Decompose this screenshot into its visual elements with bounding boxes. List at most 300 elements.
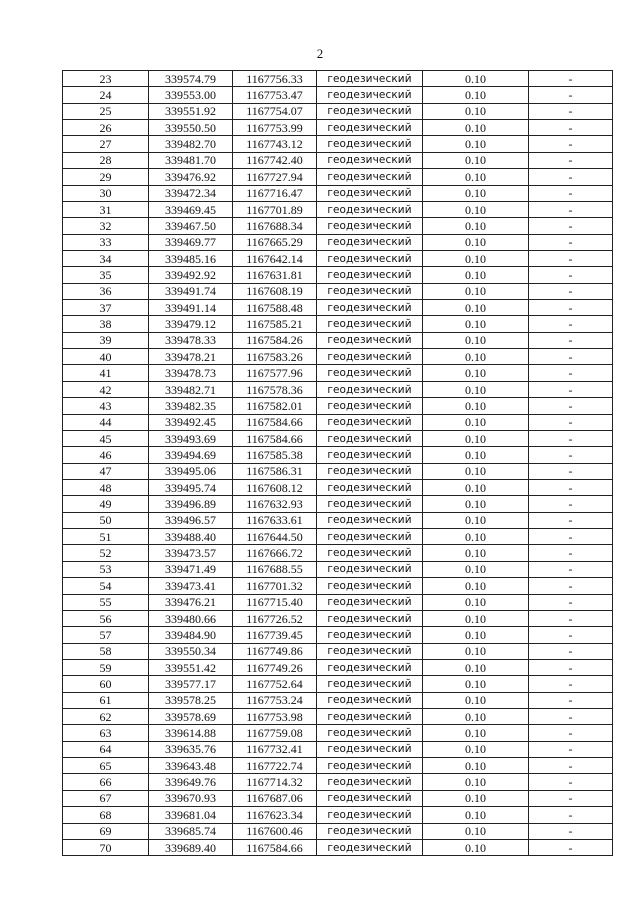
method-cell: геодезический	[317, 332, 423, 348]
y-coordinate-cell: 1167632.93	[233, 496, 317, 512]
y-coordinate-cell: 1167623.34	[233, 807, 317, 823]
table-row	[63, 447, 613, 463]
point-number-cell: 55	[63, 594, 149, 610]
accuracy-cell: 0.10	[423, 349, 529, 365]
point-number-cell: 33	[63, 234, 149, 250]
description-cell: -	[529, 300, 613, 316]
table-row	[63, 332, 613, 348]
accuracy-cell: 0.10	[423, 578, 529, 594]
table-row	[63, 136, 613, 152]
table-row	[63, 676, 613, 692]
page-number: 2	[316, 46, 324, 61]
table-row	[63, 610, 613, 626]
table-row	[63, 71, 613, 87]
table-row	[63, 414, 613, 430]
y-coordinate-cell: 1167753.47	[233, 87, 317, 103]
table-row	[63, 120, 613, 136]
table-row	[63, 381, 613, 397]
table-row	[63, 529, 613, 545]
point-number-cell: 25	[63, 103, 149, 119]
y-coordinate-cell: 1167749.26	[233, 659, 317, 675]
table-row	[63, 643, 613, 659]
accuracy-cell: 0.10	[423, 87, 529, 103]
x-coordinate-cell: 339491.74	[149, 283, 233, 299]
accuracy-cell: 0.10	[423, 627, 529, 643]
point-number-cell: 31	[63, 201, 149, 217]
table-row	[63, 758, 613, 774]
description-cell: -	[529, 774, 613, 790]
accuracy-cell: 0.10	[423, 479, 529, 495]
table-row	[63, 152, 613, 168]
x-coordinate-cell: 339476.92	[149, 169, 233, 185]
method-cell: геодезический	[317, 774, 423, 790]
y-coordinate-cell: 1167584.26	[233, 332, 317, 348]
description-cell: -	[529, 463, 613, 479]
table-row	[63, 839, 613, 855]
table-row	[63, 463, 613, 479]
method-cell: геодезический	[317, 447, 423, 463]
method-cell: геодезический	[317, 545, 423, 561]
x-coordinate-cell: 339471.49	[149, 561, 233, 577]
point-number-cell: 35	[63, 267, 149, 283]
y-coordinate-cell: 1167753.99	[233, 120, 317, 136]
point-number-cell: 50	[63, 512, 149, 528]
y-coordinate-cell: 1167584.66	[233, 414, 317, 430]
point-number-cell: 64	[63, 741, 149, 757]
y-coordinate-cell: 1167600.46	[233, 823, 317, 839]
x-coordinate-cell: 339614.88	[149, 725, 233, 741]
accuracy-cell: 0.10	[423, 316, 529, 332]
description-cell: -	[529, 758, 613, 774]
point-number-cell: 38	[63, 316, 149, 332]
x-coordinate-cell: 339482.71	[149, 381, 233, 397]
accuracy-cell: 0.10	[423, 103, 529, 119]
accuracy-cell: 0.10	[423, 839, 529, 855]
point-number-cell: 58	[63, 643, 149, 659]
point-number-cell: 70	[63, 839, 149, 855]
accuracy-cell: 0.10	[423, 414, 529, 430]
table-row	[63, 512, 613, 528]
x-coordinate-cell: 339670.93	[149, 790, 233, 806]
point-number-cell: 63	[63, 725, 149, 741]
point-number-cell: 54	[63, 578, 149, 594]
x-coordinate-cell: 339496.89	[149, 496, 233, 512]
table-row	[63, 103, 613, 119]
description-cell: -	[529, 87, 613, 103]
description-cell: -	[529, 659, 613, 675]
y-coordinate-cell: 1167743.12	[233, 136, 317, 152]
y-coordinate-cell: 1167578.36	[233, 381, 317, 397]
method-cell: геодезический	[317, 676, 423, 692]
y-coordinate-cell: 1167742.40	[233, 152, 317, 168]
description-cell: -	[529, 332, 613, 348]
table-row	[63, 594, 613, 610]
method-cell: геодезический	[317, 103, 423, 119]
method-cell: геодезический	[317, 349, 423, 365]
accuracy-cell: 0.10	[423, 774, 529, 790]
accuracy-cell: 0.10	[423, 136, 529, 152]
description-cell: -	[529, 71, 613, 87]
method-cell: геодезический	[317, 496, 423, 512]
x-coordinate-cell: 339482.70	[149, 136, 233, 152]
x-coordinate-cell: 339551.92	[149, 103, 233, 119]
method-cell: геодезический	[317, 283, 423, 299]
x-coordinate-cell: 339494.69	[149, 447, 233, 463]
x-coordinate-cell: 339577.17	[149, 676, 233, 692]
table-row	[63, 659, 613, 675]
table-row	[63, 300, 613, 316]
method-cell: геодезический	[317, 479, 423, 495]
table-row	[63, 774, 613, 790]
point-number-cell: 41	[63, 365, 149, 381]
method-cell: геодезический	[317, 87, 423, 103]
table-row	[63, 398, 613, 414]
x-coordinate-cell: 339496.57	[149, 512, 233, 528]
point-number-cell: 52	[63, 545, 149, 561]
table-row	[63, 545, 613, 561]
y-coordinate-cell: 1167756.33	[233, 71, 317, 87]
table-row	[63, 201, 613, 217]
y-coordinate-cell: 1167585.21	[233, 316, 317, 332]
point-number-cell: 53	[63, 561, 149, 577]
description-cell: -	[529, 839, 613, 855]
description-cell: -	[529, 103, 613, 119]
method-cell: геодезический	[317, 790, 423, 806]
accuracy-cell: 0.10	[423, 741, 529, 757]
accuracy-cell: 0.10	[423, 790, 529, 806]
accuracy-cell: 0.10	[423, 692, 529, 708]
x-coordinate-cell: 339635.76	[149, 741, 233, 757]
point-number-cell: 56	[63, 610, 149, 626]
description-cell: -	[529, 496, 613, 512]
x-coordinate-cell: 339492.45	[149, 414, 233, 430]
description-cell: -	[529, 709, 613, 725]
description-cell: -	[529, 414, 613, 430]
x-coordinate-cell: 339478.73	[149, 365, 233, 381]
description-cell: -	[529, 365, 613, 381]
point-number-cell: 37	[63, 300, 149, 316]
table-row	[63, 496, 613, 512]
accuracy-cell: 0.10	[423, 218, 529, 234]
point-number-cell: 30	[63, 185, 149, 201]
x-coordinate-cell: 339478.33	[149, 332, 233, 348]
x-coordinate-cell: 339550.34	[149, 643, 233, 659]
table-row	[63, 790, 613, 806]
y-coordinate-cell: 1167633.61	[233, 512, 317, 528]
description-cell: -	[529, 823, 613, 839]
point-number-cell: 46	[63, 447, 149, 463]
x-coordinate-cell: 339485.16	[149, 250, 233, 266]
method-cell: геодезический	[317, 741, 423, 757]
y-coordinate-cell: 1167722.74	[233, 758, 317, 774]
method-cell: геодезический	[317, 218, 423, 234]
table-row	[63, 169, 613, 185]
y-coordinate-cell: 1167701.32	[233, 578, 317, 594]
method-cell: геодезический	[317, 201, 423, 217]
point-number-cell: 51	[63, 529, 149, 545]
method-cell: геодезический	[317, 136, 423, 152]
description-cell: -	[529, 561, 613, 577]
point-number-cell: 36	[63, 283, 149, 299]
description-cell: -	[529, 267, 613, 283]
method-cell: геодезический	[317, 267, 423, 283]
accuracy-cell: 0.10	[423, 447, 529, 463]
method-cell: геодезический	[317, 185, 423, 201]
point-number-cell: 60	[63, 676, 149, 692]
method-cell: геодезический	[317, 120, 423, 136]
accuracy-cell: 0.10	[423, 381, 529, 397]
y-coordinate-cell: 1167585.38	[233, 447, 317, 463]
accuracy-cell: 0.10	[423, 823, 529, 839]
accuracy-cell: 0.10	[423, 463, 529, 479]
table-row	[63, 250, 613, 266]
point-number-cell: 57	[63, 627, 149, 643]
description-cell: -	[529, 643, 613, 659]
y-coordinate-cell: 1167688.55	[233, 561, 317, 577]
point-number-cell: 68	[63, 807, 149, 823]
y-coordinate-cell: 1167759.08	[233, 725, 317, 741]
description-cell: -	[529, 692, 613, 708]
accuracy-cell: 0.10	[423, 807, 529, 823]
table-row	[63, 479, 613, 495]
table-row	[63, 87, 613, 103]
description-cell: -	[529, 169, 613, 185]
point-number-cell: 65	[63, 758, 149, 774]
point-number-cell: 40	[63, 349, 149, 365]
description-cell: -	[529, 529, 613, 545]
description-cell: -	[529, 398, 613, 414]
x-coordinate-cell: 339482.35	[149, 398, 233, 414]
y-coordinate-cell: 1167608.12	[233, 479, 317, 495]
point-number-cell: 24	[63, 87, 149, 103]
method-cell: геодезический	[317, 365, 423, 381]
table-row	[63, 185, 613, 201]
accuracy-cell: 0.10	[423, 283, 529, 299]
x-coordinate-cell: 339495.06	[149, 463, 233, 479]
point-number-cell: 66	[63, 774, 149, 790]
description-cell: -	[529, 250, 613, 266]
table-row	[63, 283, 613, 299]
method-cell: геодезический	[317, 692, 423, 708]
y-coordinate-cell: 1167642.14	[233, 250, 317, 266]
accuracy-cell: 0.10	[423, 430, 529, 446]
accuracy-cell: 0.10	[423, 496, 529, 512]
accuracy-cell: 0.10	[423, 725, 529, 741]
x-coordinate-cell: 339681.04	[149, 807, 233, 823]
accuracy-cell: 0.10	[423, 250, 529, 266]
method-cell: геодезический	[317, 430, 423, 446]
y-coordinate-cell: 1167584.66	[233, 430, 317, 446]
accuracy-cell: 0.10	[423, 529, 529, 545]
point-number-cell: 67	[63, 790, 149, 806]
description-cell: -	[529, 316, 613, 332]
y-coordinate-cell: 1167583.26	[233, 349, 317, 365]
coordinates-table	[62, 70, 613, 856]
method-cell: геодезический	[317, 659, 423, 675]
point-number-cell: 32	[63, 218, 149, 234]
x-coordinate-cell: 339578.25	[149, 692, 233, 708]
point-number-cell: 44	[63, 414, 149, 430]
x-coordinate-cell: 339578.69	[149, 709, 233, 725]
method-cell: геодезический	[317, 512, 423, 528]
x-coordinate-cell: 339467.50	[149, 218, 233, 234]
method-cell: геодезический	[317, 250, 423, 266]
y-coordinate-cell: 1167665.29	[233, 234, 317, 250]
x-coordinate-cell: 339574.79	[149, 71, 233, 87]
description-cell: -	[529, 218, 613, 234]
description-cell: -	[529, 545, 613, 561]
y-coordinate-cell: 1167749.86	[233, 643, 317, 659]
y-coordinate-cell: 1167754.07	[233, 103, 317, 119]
description-cell: -	[529, 594, 613, 610]
point-number-cell: 27	[63, 136, 149, 152]
table-row	[63, 267, 613, 283]
method-cell: геодезический	[317, 152, 423, 168]
method-cell: геодезический	[317, 561, 423, 577]
x-coordinate-cell: 339478.21	[149, 349, 233, 365]
point-number-cell: 49	[63, 496, 149, 512]
x-coordinate-cell: 339643.48	[149, 758, 233, 774]
accuracy-cell: 0.10	[423, 659, 529, 675]
x-coordinate-cell: 339550.50	[149, 120, 233, 136]
point-number-cell: 39	[63, 332, 149, 348]
point-number-cell: 26	[63, 120, 149, 136]
description-cell: -	[529, 512, 613, 528]
x-coordinate-cell: 339553.00	[149, 87, 233, 103]
point-number-cell: 29	[63, 169, 149, 185]
accuracy-cell: 0.10	[423, 365, 529, 381]
y-coordinate-cell: 1167714.32	[233, 774, 317, 790]
description-cell: -	[529, 234, 613, 250]
description-cell: -	[529, 741, 613, 757]
description-cell: -	[529, 676, 613, 692]
method-cell: геодезический	[317, 398, 423, 414]
accuracy-cell: 0.10	[423, 594, 529, 610]
point-number-cell: 28	[63, 152, 149, 168]
x-coordinate-cell: 339484.90	[149, 627, 233, 643]
table-row	[63, 316, 613, 332]
method-cell: геодезический	[317, 839, 423, 855]
description-cell: -	[529, 807, 613, 823]
point-number-cell: 42	[63, 381, 149, 397]
description-cell: -	[529, 381, 613, 397]
table-row	[63, 741, 613, 757]
accuracy-cell: 0.10	[423, 545, 529, 561]
y-coordinate-cell: 1167752.64	[233, 676, 317, 692]
table-row	[63, 692, 613, 708]
point-number-cell: 45	[63, 430, 149, 446]
table-row	[63, 823, 613, 839]
table-row	[63, 561, 613, 577]
description-cell: -	[529, 479, 613, 495]
x-coordinate-cell: 339495.74	[149, 479, 233, 495]
description-cell: -	[529, 578, 613, 594]
accuracy-cell: 0.10	[423, 561, 529, 577]
description-cell: -	[529, 136, 613, 152]
method-cell: геодезический	[317, 627, 423, 643]
table-row	[63, 218, 613, 234]
x-coordinate-cell: 339689.40	[149, 839, 233, 855]
accuracy-cell: 0.10	[423, 300, 529, 316]
x-coordinate-cell: 339473.57	[149, 545, 233, 561]
y-coordinate-cell: 1167715.40	[233, 594, 317, 610]
point-number-cell: 48	[63, 479, 149, 495]
x-coordinate-cell: 339551.42	[149, 659, 233, 675]
method-cell: геодезический	[317, 234, 423, 250]
accuracy-cell: 0.10	[423, 267, 529, 283]
description-cell: -	[529, 152, 613, 168]
x-coordinate-cell: 339479.12	[149, 316, 233, 332]
accuracy-cell: 0.10	[423, 758, 529, 774]
x-coordinate-cell: 339481.70	[149, 152, 233, 168]
y-coordinate-cell: 1167687.06	[233, 790, 317, 806]
point-number-cell: 23	[63, 71, 149, 87]
table-row	[63, 627, 613, 643]
table-row	[63, 365, 613, 381]
point-number-cell: 34	[63, 250, 149, 266]
method-cell: геодезический	[317, 463, 423, 479]
description-cell: -	[529, 283, 613, 299]
accuracy-cell: 0.10	[423, 643, 529, 659]
table-row	[63, 234, 613, 250]
description-cell: -	[529, 627, 613, 643]
point-number-cell: 59	[63, 659, 149, 675]
table-row	[63, 578, 613, 594]
y-coordinate-cell: 1167608.19	[233, 283, 317, 299]
method-cell: геодезический	[317, 823, 423, 839]
accuracy-cell: 0.10	[423, 120, 529, 136]
y-coordinate-cell: 1167644.50	[233, 529, 317, 545]
method-cell: геодезический	[317, 169, 423, 185]
point-number-cell: 47	[63, 463, 149, 479]
x-coordinate-cell: 339476.21	[149, 594, 233, 610]
table-row	[63, 709, 613, 725]
coordinates-table-body	[63, 71, 613, 856]
accuracy-cell: 0.10	[423, 152, 529, 168]
y-coordinate-cell: 1167716.47	[233, 185, 317, 201]
description-cell: -	[529, 790, 613, 806]
y-coordinate-cell: 1167666.72	[233, 545, 317, 561]
description-cell: -	[529, 201, 613, 217]
description-cell: -	[529, 725, 613, 741]
point-number-cell: 43	[63, 398, 149, 414]
x-coordinate-cell: 339493.69	[149, 430, 233, 446]
x-coordinate-cell: 339469.45	[149, 201, 233, 217]
x-coordinate-cell: 339685.74	[149, 823, 233, 839]
accuracy-cell: 0.10	[423, 610, 529, 626]
x-coordinate-cell: 339472.34	[149, 185, 233, 201]
method-cell: геодезический	[317, 709, 423, 725]
accuracy-cell: 0.10	[423, 234, 529, 250]
y-coordinate-cell: 1167631.81	[233, 267, 317, 283]
table-row	[63, 430, 613, 446]
y-coordinate-cell: 1167726.52	[233, 610, 317, 626]
x-coordinate-cell: 339491.14	[149, 300, 233, 316]
x-coordinate-cell: 339488.40	[149, 529, 233, 545]
method-cell: геодезический	[317, 316, 423, 332]
y-coordinate-cell: 1167588.48	[233, 300, 317, 316]
y-coordinate-cell: 1167739.45	[233, 627, 317, 643]
y-coordinate-cell: 1167753.24	[233, 692, 317, 708]
method-cell: геодезический	[317, 381, 423, 397]
x-coordinate-cell: 339469.77	[149, 234, 233, 250]
accuracy-cell: 0.10	[423, 676, 529, 692]
y-coordinate-cell: 1167582.01	[233, 398, 317, 414]
method-cell: геодезический	[317, 610, 423, 626]
y-coordinate-cell: 1167753.98	[233, 709, 317, 725]
accuracy-cell: 0.10	[423, 201, 529, 217]
accuracy-cell: 0.10	[423, 71, 529, 87]
